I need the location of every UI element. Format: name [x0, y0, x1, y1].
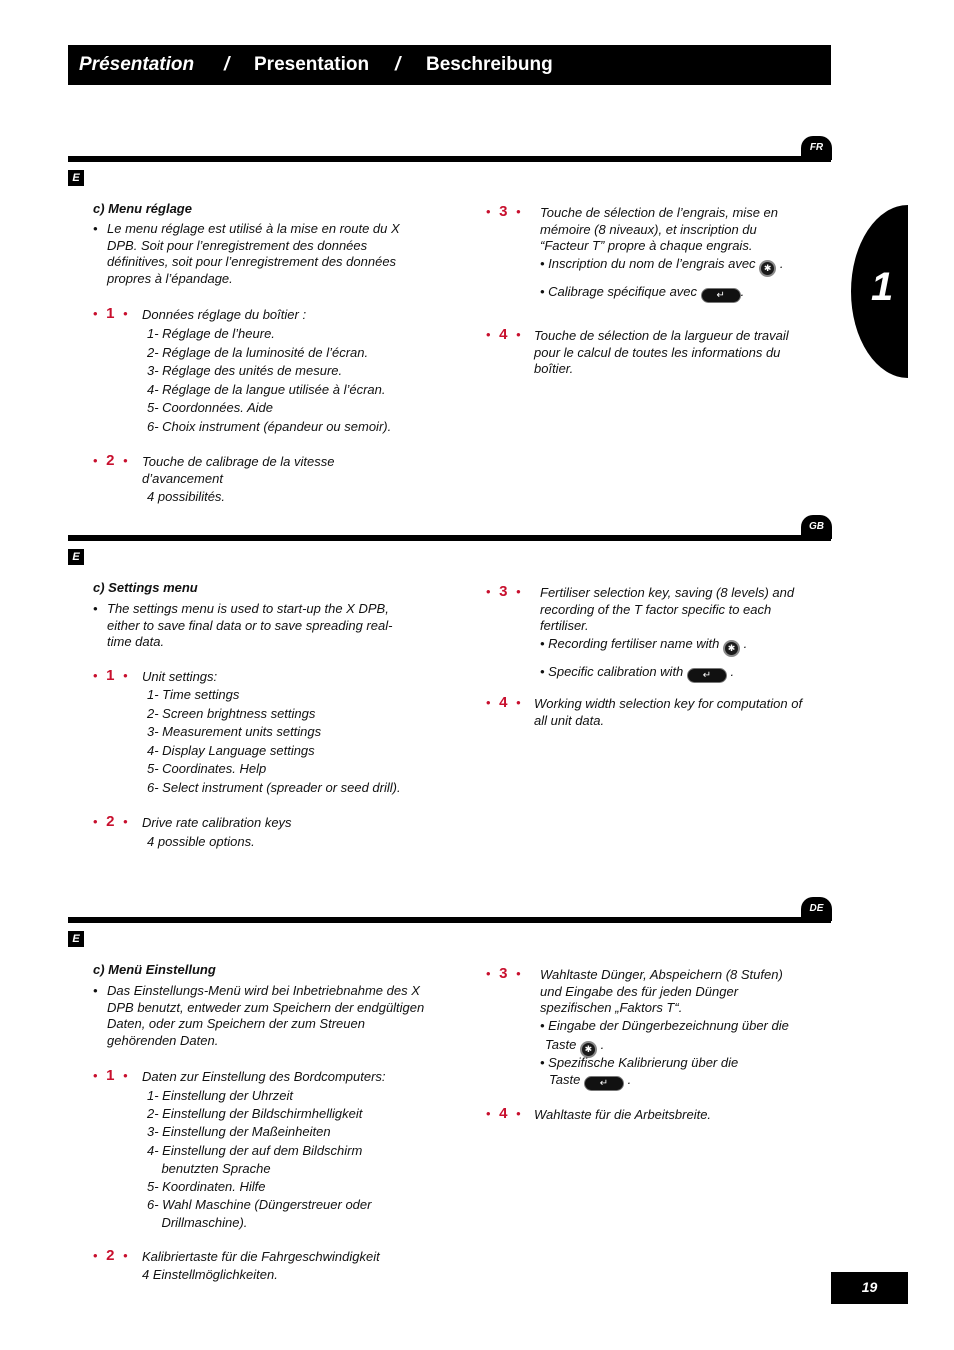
- callout-4: • 4 •: [486, 694, 521, 711]
- enter-key-icon: ↵: [584, 1076, 624, 1091]
- callout-3-text: Wahltaste Dünger, Abspeichern (8 Stufen) und Eingabe des für jeden Dünger spezifischen „Faktors T“.: [540, 967, 783, 1015]
- star-key-icon: ✱: [723, 640, 740, 657]
- callout-1-text: Données réglage du boîtier :: [142, 307, 307, 322]
- callout-number: 3: [499, 203, 508, 220]
- callout-2-text: Drive rate calibration keys: [142, 815, 292, 830]
- list-item: benutzten Sprache: [147, 1160, 271, 1176]
- callout-2: • 2 •: [93, 1247, 128, 1264]
- list-item: 1- Einstellung der Uhrzeit: [147, 1088, 293, 1103]
- callout-3-sub-1: • Inscription du nom de l’engrais avec ✱ .: [540, 256, 783, 277]
- section-title: c) Menü Einstellung: [93, 962, 216, 977]
- intro-bullet: •: [93, 601, 98, 616]
- intro-text: Le menu réglage est utilisé à la mise en route du X DPB. Soit pour l’enregistrement des données définitives, soit pour l’enregistrement des données propres à l’épandage.: [107, 221, 400, 286]
- callout-1: • 1 •: [93, 305, 128, 322]
- list-item: 2- Screen brightness settings: [147, 705, 316, 721]
- callout-2-sub: 4 Einstellmöglichkeiten.: [142, 1267, 278, 1282]
- star-key-icon: ✱: [580, 1041, 597, 1058]
- header-separator: /: [224, 54, 230, 75]
- callout-number: 3: [499, 583, 508, 600]
- list-item: 5- Koordinaten. Hilfe: [147, 1179, 266, 1195]
- header-title-fr: Présentation: [79, 54, 195, 75]
- callout-2: • 2 •: [93, 813, 128, 830]
- section-marker-e: E: [68, 170, 84, 186]
- header-title-de: Beschreibung: [426, 54, 553, 75]
- callout-3: • 3 •: [486, 583, 521, 600]
- section-title: c) Settings menu: [93, 580, 198, 595]
- list-item: Drillmaschine).: [147, 1215, 248, 1231]
- star-key-icon: ✱: [759, 260, 776, 277]
- callout-3-text: Fertiliser selection key, saving (8 levels) and recording of the T factor specific to each fertiliser.: [540, 585, 795, 633]
- header-separator: /: [395, 54, 401, 75]
- callout-number: 4: [499, 1105, 508, 1122]
- callout-3: • 3 •: [486, 965, 521, 982]
- list-item: 3- Einstellung der Maßeinheiten: [147, 1124, 331, 1140]
- lang-tab-fr: FR: [801, 136, 832, 160]
- list-item: 6- Select instrument (spreader or seed drill).: [147, 779, 401, 795]
- callout-3: • 3 •: [486, 203, 521, 220]
- callout-number: 3: [499, 965, 508, 982]
- callout-4-text: Touche de sélection de la largueur de travail pour le calcul de toutes les informations du boîtier.: [534, 328, 789, 376]
- callout-4-text: Wahltaste für die Arbeitsbreite.: [534, 1107, 712, 1122]
- enter-key-icon: ↵: [701, 288, 741, 303]
- callout-3-text: Touche de sélection de l’engrais, mise en mémoire (8 niveaux), et inscription du “Facteur T” propre à chaque engrais.: [540, 205, 778, 253]
- callout-number: 2: [106, 1247, 115, 1264]
- settings-list: [147, 686, 401, 797]
- page-number: 19: [831, 1272, 908, 1304]
- section-rule: [68, 535, 831, 541]
- settings-list: [147, 325, 391, 436]
- list-item: 4- Einstellung der auf dem Bildschirm: [147, 1142, 363, 1158]
- list-item: 5- Coordonnées. Aide: [147, 400, 273, 415]
- callout-4: • 4 •: [486, 326, 521, 343]
- list-item: 5- Coordinates. Help: [147, 761, 267, 776]
- callout-number: 4: [499, 694, 508, 711]
- list-item: 4- Display Language settings: [147, 742, 315, 758]
- list-item: 6- Wahl Maschine (Düngerstreuer oder: [147, 1197, 372, 1213]
- callout-number: 1: [106, 1067, 115, 1084]
- section-rule: [68, 917, 831, 923]
- callout-3-sub-2-key: Taste ↵ .: [549, 1072, 632, 1089]
- settings-list: [147, 1087, 371, 1233]
- callout-number: 2: [106, 452, 115, 469]
- callout-1-text: Daten zur Einstellung des Bordcomputers:: [142, 1069, 386, 1084]
- callout-2-sub: 4 possible options.: [147, 834, 255, 849]
- callout-3-sub-2: • Calibrage spécifique avec ↵ .: [540, 284, 745, 301]
- intro-text: Das Einstellungs-Menü wird bei Inbetriebnahme des X DPB benutzt, entweder zum Speichern der endgültigen Daten, oder zum Speichern der zum Streuen gehörenden Daten.: [107, 983, 425, 1048]
- list-item: 2- Einstellung der Bildschirmhelligkeit: [147, 1106, 363, 1122]
- list-item: 3- Réglage des unités de mesure.: [147, 363, 343, 378]
- callout-3-sub-2: • Spezifische Kalibrierung über die: [540, 1055, 739, 1070]
- callout-3-sub-2: • Specific calibration with ↵ .: [540, 664, 735, 681]
- list-item: 1- Time settings: [147, 687, 240, 702]
- callout-2-text: Touche de calibrage de la vitesse d’avancement: [142, 454, 335, 486]
- intro-bullet: •: [93, 221, 98, 236]
- list-item: 2- Réglage de la luminosité de l’écran.: [147, 344, 369, 360]
- page-header: [68, 45, 831, 85]
- callout-1: • 1 •: [93, 1067, 128, 1084]
- section-rule: [68, 156, 831, 162]
- enter-key-icon: ↵: [687, 668, 727, 683]
- callout-3-sub-1: • Recording fertiliser name with ✱ .: [540, 636, 747, 657]
- callout-1: • 1 •: [93, 667, 128, 684]
- callout-number: 2: [106, 813, 115, 830]
- callout-3-sub-1-key: Taste ✱ .: [545, 1037, 604, 1058]
- callout-2: • 2 •: [93, 452, 128, 469]
- callout-4-text: Working width selection key for computation of all unit data.: [534, 696, 803, 728]
- section-marker-e: E: [68, 931, 84, 947]
- section-title: c) Menu réglage: [93, 201, 192, 216]
- callout-1-text: Unit settings:: [142, 669, 218, 684]
- callout-2-sub: 4 possibilités.: [147, 489, 226, 504]
- callout-number: 1: [106, 305, 115, 322]
- list-item: 3- Measurement units settings: [147, 724, 322, 739]
- intro-bullet: •: [93, 983, 98, 998]
- chapter-number: 1: [871, 265, 894, 309]
- list-item: 6- Choix instrument (épandeur ou semoir).: [147, 418, 392, 434]
- callout-number: 4: [499, 326, 508, 343]
- lang-tab-de: DE: [801, 897, 832, 921]
- callout-2-text: Kalibriertaste für die Fahrgeschwindigkeit: [142, 1249, 380, 1264]
- list-item: 1- Réglage de l’heure.: [147, 326, 275, 341]
- callout-number: 1: [106, 667, 115, 684]
- lang-tab-gb: GB: [801, 515, 832, 539]
- section-marker-e: E: [68, 549, 84, 565]
- callout-3-sub-1: • Eingabe der Düngerbezeichnung über die: [540, 1018, 789, 1033]
- intro-text: The settings menu is used to start-up the X DPB, either to save final data or to save spreading real-time data.: [107, 601, 393, 649]
- header-title-gb: Presentation: [254, 54, 370, 75]
- callout-4: • 4 •: [486, 1105, 521, 1122]
- chapter-tab: [851, 205, 908, 378]
- list-item: 4- Réglage de la langue utilisée à l’écran.: [147, 381, 386, 397]
